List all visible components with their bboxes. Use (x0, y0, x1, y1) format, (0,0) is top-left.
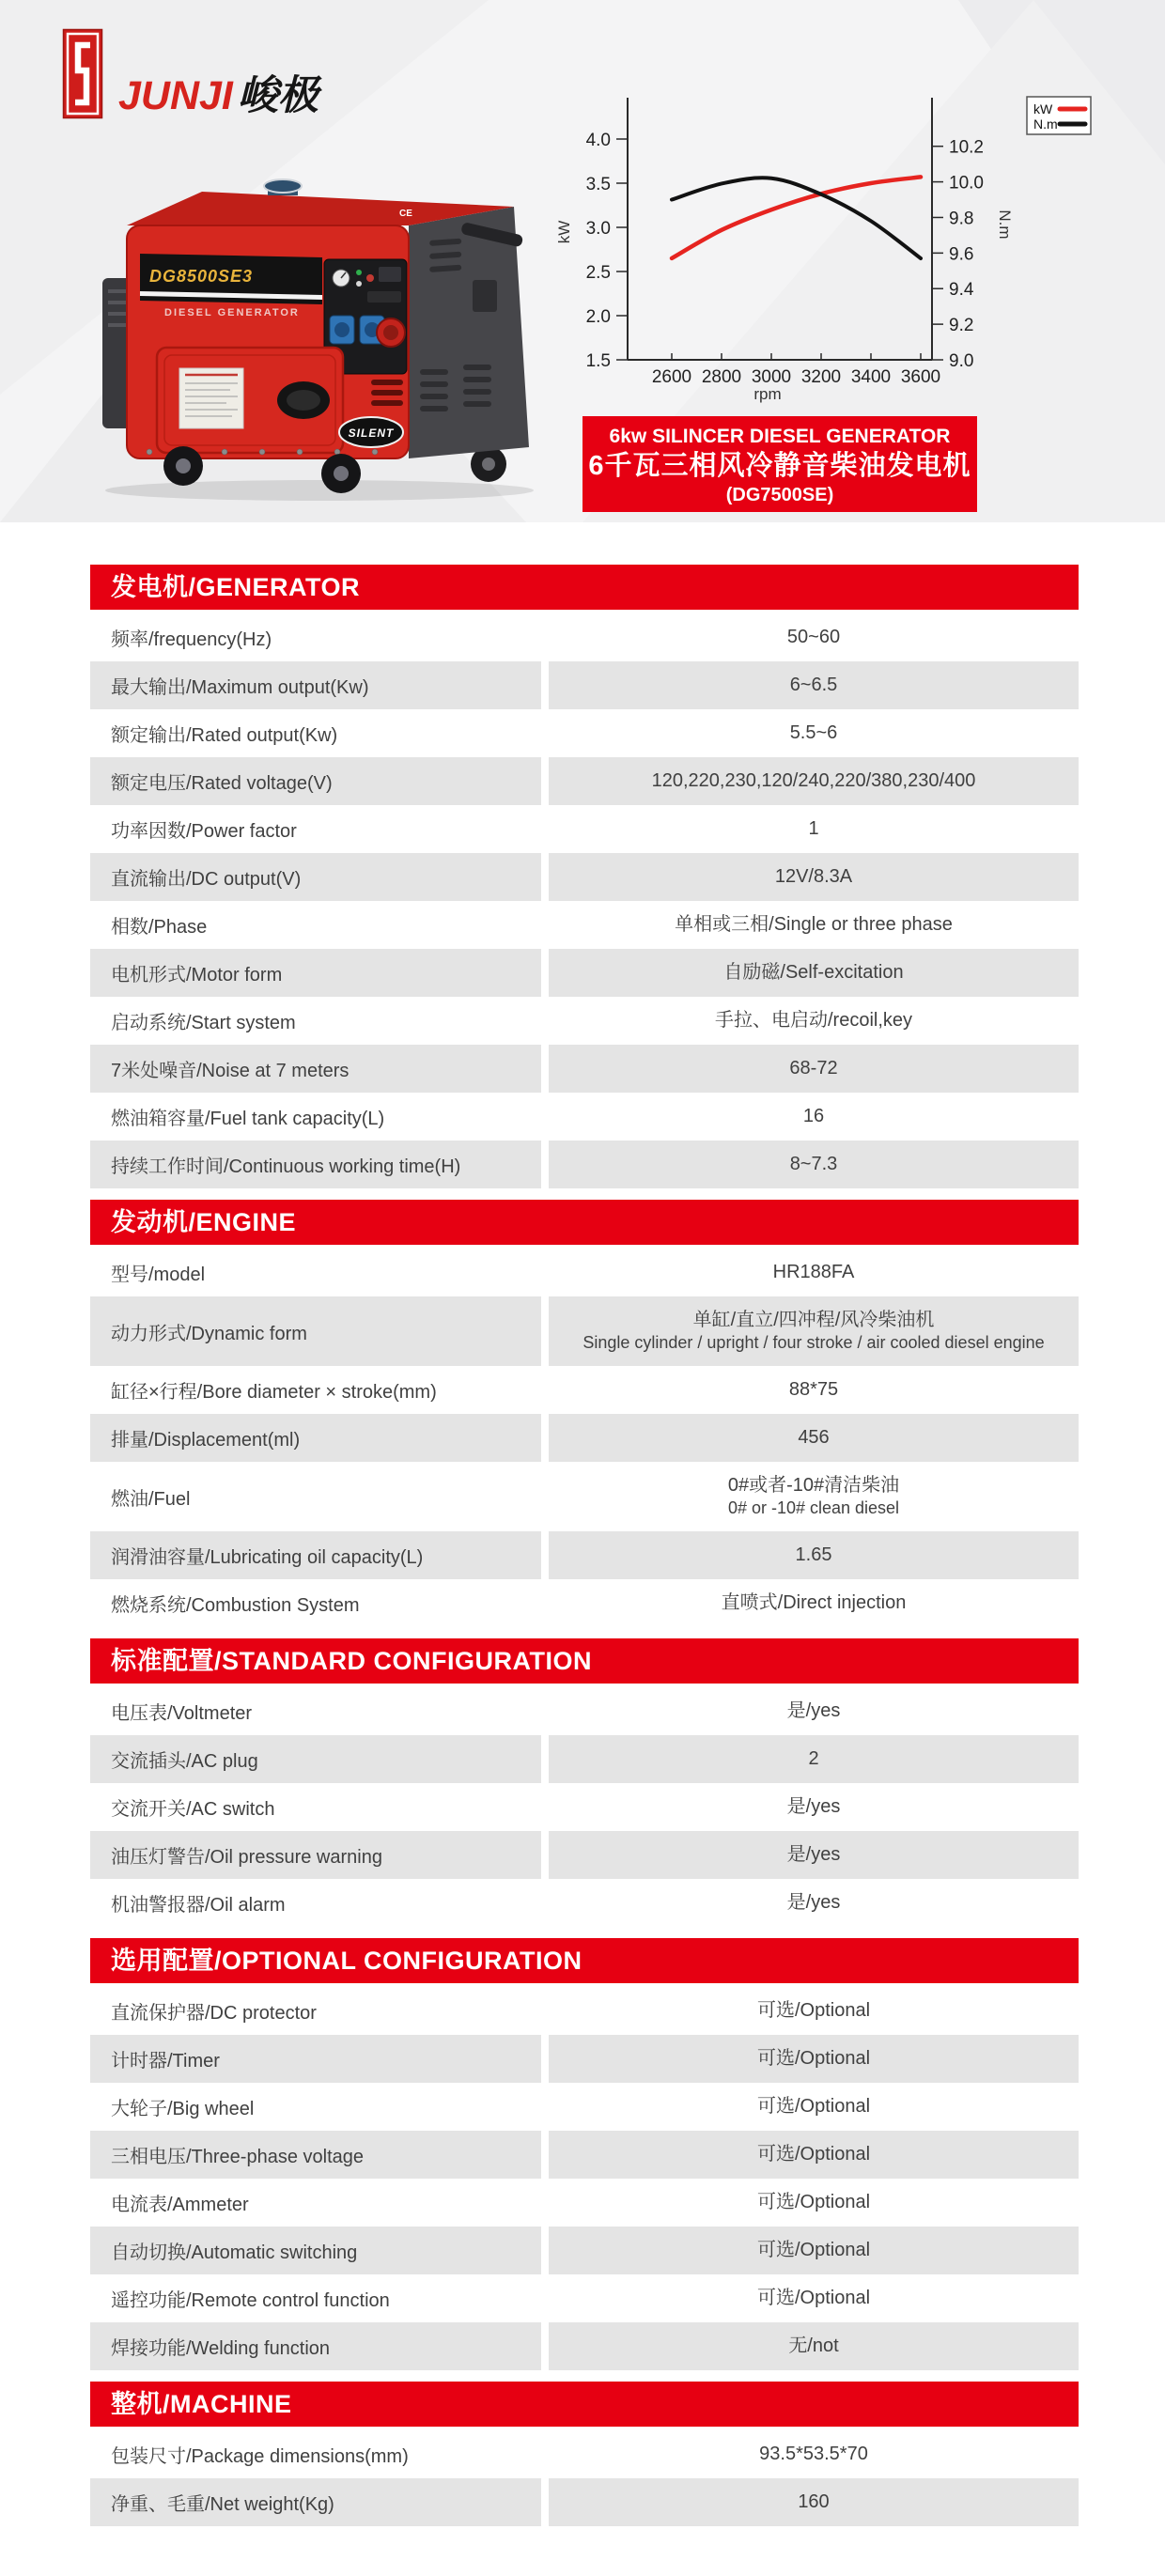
brand-emblem-icon (62, 28, 103, 119)
brand-logo (62, 28, 551, 132)
spec-value-line1: 2 (808, 1748, 819, 1769)
cell-gutter (541, 1531, 549, 1579)
spec-value (549, 2322, 1079, 2370)
spec-label: 自动切换/Automatic switching (90, 2227, 541, 2274)
left-axis-title: kW (555, 220, 573, 244)
spec-row (90, 949, 1079, 997)
spec-value-line1: 88*75 (788, 1379, 839, 1400)
spec-row (90, 1366, 1079, 1414)
spec-label: 频率/frequency(Hz) (111, 629, 272, 650)
cell-gutter (541, 2179, 549, 2227)
spec-value-line1: 12V/8.3A (774, 866, 853, 887)
spec-value-line1: 5.5~6 (789, 722, 838, 743)
spec-label: 油压灯警告/Oil pressure warning (90, 1831, 541, 1879)
product-title-banner (582, 416, 977, 512)
cell-gutter (541, 2322, 549, 2370)
spec-label: 大轮子/Big wheel (111, 2099, 255, 2119)
spec-row (90, 997, 1079, 1045)
spec-value-line1: 8~7.3 (789, 1154, 838, 1174)
product-model-code: (DG7500SE) (725, 485, 834, 505)
spec-row (90, 853, 1079, 901)
spec-value-line1: 可选/Optional (756, 2096, 871, 2117)
spec-label: 焊接功能/Welding function (90, 2322, 541, 2370)
spec-value-line1: 120,220,230,120/240,220/380,230/400 (651, 770, 976, 791)
spec-label: 包装尺寸/Package dimensions(mm) (111, 2446, 409, 2467)
spec-value-line1: 直喷式/Direct injection (721, 1592, 907, 1613)
spec-value (549, 757, 1079, 805)
spec-value-line1: 可选/Optional (756, 2288, 871, 2308)
spec-value-line1: 16 (802, 1106, 825, 1126)
left-tick-label: 4.0 (585, 131, 611, 150)
spec-label: 缸径×行程/Bore diameter × stroke(mm) (111, 1382, 437, 1403)
section-header: 发动机/ENGINE (90, 1200, 1079, 1245)
cell-gutter (541, 1249, 549, 1296)
spec-row (90, 1735, 1079, 1783)
cell-gutter (541, 2227, 549, 2274)
spec-value-line2: 0# or -10# clean diesel (727, 1498, 900, 1517)
section-rows (90, 613, 1079, 1188)
spec-value (549, 1366, 1079, 1414)
spec-row (90, 1687, 1079, 1735)
cell-gutter (541, 1045, 549, 1093)
spec-section (90, 1938, 1079, 2370)
spec-value (549, 2478, 1079, 2526)
section-header: 整机/MACHINE (90, 2382, 1079, 2427)
spec-value (549, 661, 1079, 709)
spec-label: 润滑油容量/Lubricating oil capacity(L) (90, 1531, 541, 1579)
spec-label: 燃油箱容量/Fuel tank capacity(L) (111, 1109, 385, 1129)
spec-value (549, 1687, 1079, 1735)
spec-row (90, 661, 1079, 709)
spec-value (549, 805, 1079, 853)
model-label: DG8500SE3 (149, 267, 254, 286)
cell-gutter (541, 1141, 549, 1188)
section-rows (90, 1687, 1079, 1927)
spec-value (549, 2179, 1079, 2227)
spec-value (549, 997, 1079, 1045)
x-tick-label: 3600 (900, 367, 941, 387)
spec-value (549, 2227, 1079, 2274)
cell-gutter (541, 1093, 549, 1141)
spec-label: 燃油/Fuel (111, 1488, 191, 1510)
spec-label: 相数/Phase (111, 917, 208, 938)
spec-label: 机油警报器/Oil alarm (111, 1895, 286, 1916)
spec-label: 排量/Displacement(ml) (90, 1414, 541, 1462)
spec-section (90, 2382, 1079, 2526)
x-tick-label: 3200 (800, 367, 842, 387)
brand-name (118, 64, 318, 121)
spec-value (549, 2035, 1079, 2083)
left-tick-label: 2.5 (585, 263, 611, 283)
hero-section (0, 0, 1165, 522)
cell-gutter (541, 1831, 549, 1879)
performance-chart (554, 80, 1127, 409)
spec-value (549, 1093, 1079, 1141)
spec-row (90, 1987, 1079, 2035)
spec-label: 交流插头/AC plug (90, 1735, 541, 1783)
ce-mark: CE (399, 209, 412, 219)
cell-gutter (541, 1366, 549, 1414)
left-tick-label: 3.5 (585, 175, 611, 194)
section-rows (90, 2430, 1079, 2526)
spec-value (549, 613, 1079, 661)
spec-value (549, 1735, 1079, 1783)
right-tick-label: 9.2 (949, 316, 974, 336)
section-rows (90, 1249, 1079, 1627)
warning-sticker (179, 368, 243, 428)
x-axis-title: rpm (753, 385, 782, 403)
spec-value-line1: 可选/Optional (756, 2240, 871, 2260)
product-photo (89, 167, 559, 505)
cell-gutter (541, 949, 549, 997)
spec-value-line1: 50~60 (786, 627, 841, 647)
section-header: 标准配置/STANDARD CONFIGURATION (90, 1638, 1079, 1684)
spec-value (549, 853, 1079, 901)
spec-row (90, 1879, 1079, 1927)
spec-value (549, 2274, 1079, 2322)
spec-value (549, 1831, 1079, 1879)
spec-row (90, 2322, 1079, 2370)
cell-gutter (541, 1879, 549, 1927)
cell-gutter (541, 2274, 549, 2322)
brand-name-cn: 峻极 (237, 73, 318, 118)
cell-gutter (541, 901, 549, 949)
spec-value-line1: 6~6.5 (789, 675, 838, 695)
spec-row (90, 1093, 1079, 1141)
spec-value (549, 1879, 1079, 1927)
spec-row (90, 1414, 1079, 1462)
spec-value-line1: 可选/Optional (756, 2048, 871, 2069)
spec-value (549, 949, 1079, 997)
spec-label: 三相电压/Three-phase voltage (90, 2131, 541, 2179)
spec-label: 净重、毛重/Net weight(Kg) (90, 2478, 541, 2526)
spec-row (90, 2430, 1079, 2478)
x-tick-label: 2800 (701, 367, 742, 387)
spec-label: 燃烧系统/Combustion System (111, 1595, 360, 1616)
spec-value (549, 1987, 1079, 2035)
spec-label: 功率因数/Power factor (111, 821, 297, 842)
spec-row (90, 1783, 1079, 1831)
spec-section (90, 565, 1079, 1188)
left-tick-label: 2.0 (585, 307, 611, 327)
spec-row (90, 613, 1079, 661)
spec-row (90, 2131, 1079, 2179)
spec-row (90, 1579, 1079, 1627)
legend-label: kW (1033, 101, 1053, 116)
spec-value-line1: 93.5*53.5*70 (759, 2444, 868, 2464)
spec-value-line1: 可选/Optional (756, 2192, 871, 2212)
silent-badge-label: SILENT (348, 427, 395, 440)
spec-value (549, 2430, 1079, 2478)
spec-value-line1: 0#或者-10#清洁柴油 (727, 1475, 900, 1496)
spec-label: 型号/model (111, 1265, 206, 1285)
fuel-cap (264, 179, 302, 193)
spec-row (90, 1045, 1079, 1093)
legend-label: N.m (1033, 116, 1058, 132)
spec-value-line1: 1.65 (795, 1544, 832, 1565)
x-tick-label: 2600 (651, 367, 692, 387)
cell-gutter (541, 1735, 549, 1783)
cell-gutter (541, 1687, 549, 1735)
spec-value-line1: 是/yes (786, 1892, 841, 1913)
curve-kw (672, 177, 921, 257)
spec-row (90, 709, 1079, 757)
spec-value (549, 1531, 1079, 1579)
right-tick-label: 9.6 (949, 244, 974, 265)
spec-row (90, 901, 1079, 949)
spec-label: 直流保护器/DC protector (111, 2003, 317, 2024)
left-tick-label: 1.5 (585, 351, 611, 371)
spec-label: 电压表/Voltmeter (111, 1703, 253, 1724)
spec-section (90, 1638, 1079, 1927)
cell-gutter (541, 2131, 549, 2179)
section-rows (90, 1987, 1079, 2370)
spec-label: 7米处噪音/Noise at 7 meters (90, 1045, 541, 1093)
cell-gutter (541, 757, 549, 805)
spec-label: 启动系统/Start system (111, 1013, 296, 1033)
spec-label: 计时器/Timer (90, 2035, 541, 2083)
spec-row (90, 2227, 1079, 2274)
spec-label: 额定电压/Rated voltage(V) (90, 757, 541, 805)
spec-value-line1: 是/yes (786, 1844, 841, 1865)
spec-label: 额定输出/Rated output(Kw) (111, 725, 338, 746)
section-header: 发电机/GENERATOR (90, 565, 1079, 610)
cell-gutter (541, 1414, 549, 1462)
spec-row (90, 1531, 1079, 1579)
spec-label: 持续工作时间/Continuous working time(H) (90, 1141, 541, 1188)
spec-value (549, 1249, 1079, 1296)
spec-value-line1: 无/not (788, 2335, 839, 2356)
cell-gutter (541, 2478, 549, 2526)
right-tick-label: 9.8 (949, 209, 974, 229)
spec-row (90, 2083, 1079, 2131)
cell-gutter (541, 1579, 549, 1627)
right-tick-label: 9.0 (949, 351, 974, 371)
spec-tables (90, 565, 1079, 2526)
cell-gutter (541, 2035, 549, 2083)
cell-gutter (541, 709, 549, 757)
spec-value (549, 709, 1079, 757)
spec-row (90, 2035, 1079, 2083)
cell-gutter (541, 2083, 549, 2131)
curve-nm (672, 178, 921, 258)
spec-row (90, 2179, 1079, 2227)
spec-row (90, 757, 1079, 805)
spec-value-line2: Single cylinder / upright / four stroke / air cooled diesel engine (582, 1333, 1045, 1352)
spec-row (90, 1462, 1079, 1531)
cell-gutter (541, 805, 549, 853)
model-subtitle: DIESEL GENERATOR (164, 307, 300, 318)
spec-value-line1: HR188FA (772, 1262, 855, 1282)
brand-name-en: JUNJI (118, 73, 233, 118)
spec-value-line1: 可选/Optional (756, 2144, 871, 2165)
right-tick-label: 10.0 (949, 173, 984, 194)
spec-value (549, 1462, 1079, 1531)
spec-value-line1: 可选/Optional (756, 2000, 871, 2021)
cell-gutter (541, 853, 549, 901)
spec-section (90, 1200, 1079, 1627)
spec-value (549, 1414, 1079, 1462)
spec-row (90, 1141, 1079, 1188)
spec-value (549, 1296, 1079, 1366)
spec-value-line1: 是/yes (786, 1700, 841, 1721)
product-shadow (105, 480, 534, 501)
spec-label: 直流输出/DC output(V) (90, 853, 541, 901)
right-tick-label: 10.2 (949, 137, 984, 158)
spec-value-line1: 160 (798, 2491, 830, 2512)
cell-gutter (541, 1783, 549, 1831)
spec-value (549, 2083, 1079, 2131)
product-title-cn: 6千瓦三相风冷静音柴油发电机 (588, 451, 971, 481)
spec-value (549, 1045, 1079, 1093)
spec-row (90, 805, 1079, 853)
cell-gutter (541, 613, 549, 661)
spec-label: 电机形式/Motor form (90, 949, 541, 997)
x-tick-label: 3000 (751, 367, 792, 387)
spec-value-line1: 单缸/直立/四冲程/风冷柴油机 (692, 1310, 935, 1330)
spec-label: 电流表/Ammeter (111, 2195, 249, 2215)
spec-value-line1: 1 (808, 818, 819, 839)
cell-gutter (541, 661, 549, 709)
cell-gutter (541, 997, 549, 1045)
spec-value (549, 1579, 1079, 1627)
spec-value-line1: 自励磁/Self-excitation (723, 962, 904, 983)
spec-value-line1: 手拉、电启动/recoil,key (714, 1010, 913, 1031)
spec-label: 交流开关/AC switch (111, 1799, 275, 1820)
right-axis-title: N.m (996, 209, 1014, 240)
cell-gutter (541, 1987, 549, 2035)
spec-value-line1: 单相或三相/Single or three phase (675, 914, 953, 935)
spec-row (90, 1296, 1079, 1366)
spec-value-line1: 是/yes (786, 1796, 841, 1817)
spec-row (90, 2274, 1079, 2322)
spec-value (549, 1783, 1079, 1831)
cell-gutter (541, 1296, 549, 1366)
spec-value (549, 901, 1079, 949)
spec-label: 最大输出/Maximum output(Kw) (90, 661, 541, 709)
spec-label: 动力形式/Dynamic form (90, 1296, 541, 1366)
x-tick-label: 3400 (850, 367, 892, 387)
left-tick-label: 3.0 (585, 219, 611, 239)
cell-gutter (541, 2430, 549, 2478)
spec-value-line1: 456 (798, 1427, 830, 1448)
right-tick-label: 9.4 (949, 280, 974, 301)
cell-gutter (541, 1462, 549, 1531)
spec-label: 遥控功能/Remote control function (111, 2290, 390, 2311)
spec-row (90, 1831, 1079, 1879)
product-title-en: 6kw SILINCER DIESEL GENERATOR (609, 426, 951, 447)
spec-row (90, 1249, 1079, 1296)
spec-row (90, 2478, 1079, 2526)
section-header: 选用配置/OPTIONAL CONFIGURATION (90, 1938, 1079, 1983)
spec-value (549, 2131, 1079, 2179)
spec-value-line1: 68-72 (789, 1058, 838, 1079)
spec-value (549, 1141, 1079, 1188)
